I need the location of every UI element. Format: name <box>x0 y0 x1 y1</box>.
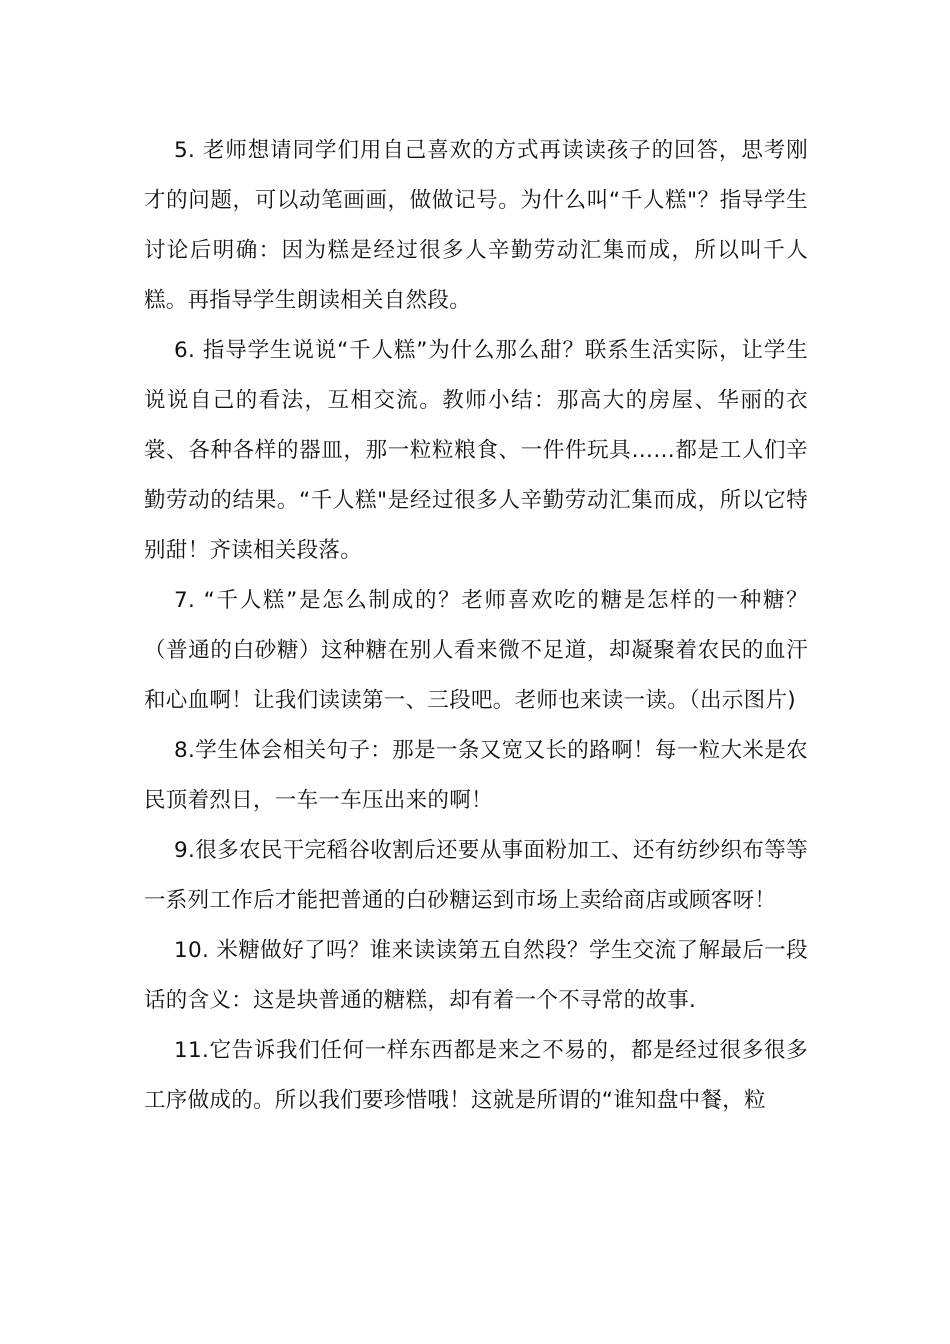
document-body <box>144 126 808 1126</box>
paragraph-10: 10. 米糖做好了吗？谁来读读第五自然段？学生交流了解最后一段话的含义：这是块普通的糖糕，却有着一个不寻常的故事. <box>144 938 808 1013</box>
paragraph-8: 8.学生体会相关句子：那是一条又宽又长的路啊！每一粒大米是农民顶着烈日，一车一车压出来的啊！ <box>144 738 808 813</box>
paragraph-6: 6. 指导学生说说“千人糕”为什么那么甜？联系生活实际，让学生说说自己的看法，互相交流。教师小结：那高大的房屋、华丽的衣裳、各种各样的器皿，那一粒粒粮食、一件件玩具……都是工人们辛勤劳动的结果。“千人糕"是经过很多人辛勤劳动汇集而成，所以它特别甜！齐读相关段落。 <box>144 338 808 563</box>
paragraph-11: 11.它告诉我们任何一样东西都是来之不易的，都是经过很多很多工序做成的。所以我们要珍惜哦！这就是所谓的“谁知盘中餐，粒 <box>144 1038 808 1113</box>
paragraph-9: 9.很多农民干完稻谷收割后还要从事面粉加工、还有纺纱织布等等一系列工作后才能把普通的白砂糖运到市场上卖给商店或顾客呀！ <box>144 838 808 913</box>
paragraph-7: 7. “千人糕”是怎么制成的？老师喜欢吃的糖是怎样的一种糖？（普通的白砂糖）这种糖在别人看来微不足道，却凝聚着农民的血汗和心血啊！让我们读读第一、三段吧。老师也来读一读。（出示图片) <box>144 588 808 713</box>
paragraph-5: 5. 老师想请同学们用自己喜欢的方式再读读孩子的回答，思考刚才的问题，可以动笔画画，做做记号。为什么叫“千人糕"？指导学生讨论后明确：因为糕是经过很多人辛勤劳动汇集而成，所以叫千人糕。再指导学生朗读相关自然段。 <box>144 138 808 313</box>
